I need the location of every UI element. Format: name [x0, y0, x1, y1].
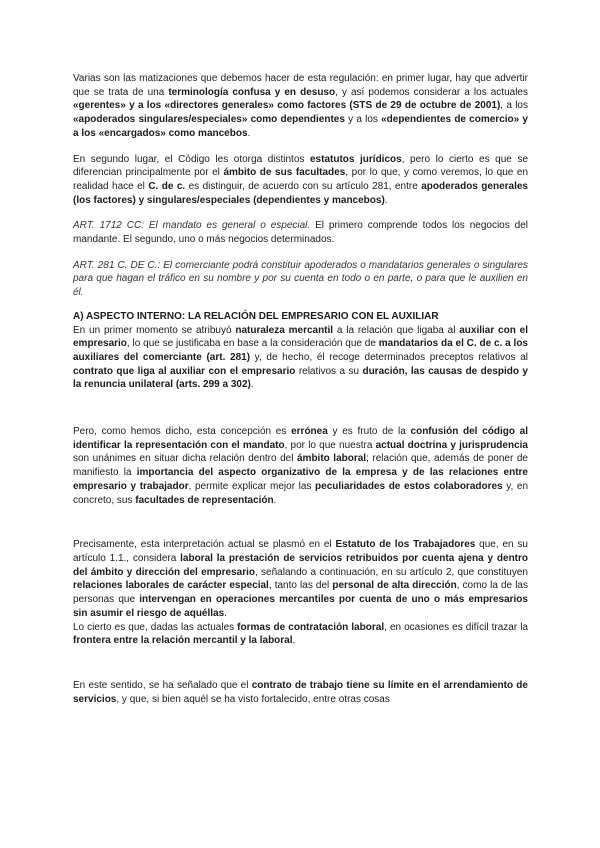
quote-art-281: ART. 281 C. DE C.: El comerciante podrá constituir apoderados o mandatarios generales o singulares para que hagan el tráfico en su nombre y por su cuenta en todo o en parte, o para que le auxilien en él. [73, 259, 528, 299]
paragraph-frontera: Lo cierto es que, dadas las actuales formas de contratación laboral, en ocasiones es difícil trazar la frontera entre la relación mercantil y la laboral. [73, 621, 528, 647]
paragraph-matizaciones: Varias son las matizaciones que debemos hacer de esta regulación: en primer lugar, hay que advertir que se trata de una terminología confusa y en desuso, y así podemos considerar a los actuales «gerentes» y a los «directores generales» como factores (STS de 29 de octubre de 2001), a los «apoderados singulares/especiales» como dependientes y a los «dependientes de comercio» y a los «encargados» como mancebos. [73, 73, 528, 139]
heading-aspecto-interno: A) ASPECTO INTERNO: LA RELACIÓN DEL EMPRESARIO CON EL AUXILIAR [73, 310, 439, 322]
paragraph-estatutos: En segundo lugar, el Código les otorga distintos estatutos jurídicos, pero lo cierto es que se diferencian principalmente por el ámbito de sus facultades, por lo que, y como veremos, lo que en realidad hace el C. de c. es distinguir, de acuerdo con su artículo 281, entre apoderados generales (los factores) y singulares/especiales (dependientes y mancebos). [73, 153, 529, 206]
paragraph-estatuto-trabajadores: Precisamente, esta interpretación actual se plasmó en el Estatuto de los Trabajadores que, en su artículo 1.1., considera laboral la prestación de servicios retribuidos por cuenta ajena y dentro del ámbito y dirección del empresario, señalando a continuación, en su artículo 2, que constituyen relaciones laborales de carácter especial, tanto las del personal de alta dirección, como la de las personas que intervengan en operaciones mercantiles por cuenta de uno o más empresarios sin asumir el riesgo de aquéllas. [73, 539, 529, 619]
paragraph-contrato-trabajo: En este sentido, se ha señalado que el contrato de trabajo tiene su límite en el arrendamiento de servicios, y que, si bien aquél se ha visto fortalecido, entre otras cosas [73, 679, 528, 705]
paragraph-naturaleza-mercantil: En un primer momento se atribuyó naturaleza mercantil a la relación que ligaba al auxiliar con el empresario, lo que se justificaba en base a la consideración que de mandatarios da el C. de c. a los auxiliares del comerciante (art. 281) y, de hecho, él recoge determinados preceptos relativos al contrato que liga al auxiliar con el empresario relativos a su duración, las causas de despido y la renuncia unilateral (arts. 299 a 302). [73, 324, 528, 391]
paragraph-concepcion-erronea: Pero, como hemos dicho, esta concepción es errónea y es fruto de la confusión del código al identificar la representación con el mandato, por lo que nuestra actual doctrina y jurisprudencia son unánimes en situar dicha relación dentro del ámbito laboral; relación que, además de poner de manifiesto la importancia del aspecto organizativo de la empresa y de las relaciones entre empresario y trabajador, permite explicar mejor las peculiaridades de estos colaboradores y, en concreto, sus facultades de representación. [73, 426, 529, 506]
quote-art-1712: ART. 1712 CC: El mandato es general o especial. El primero comprende todos los negocios del mandante. El segundo, uno o más negocios determinados. [73, 220, 528, 246]
